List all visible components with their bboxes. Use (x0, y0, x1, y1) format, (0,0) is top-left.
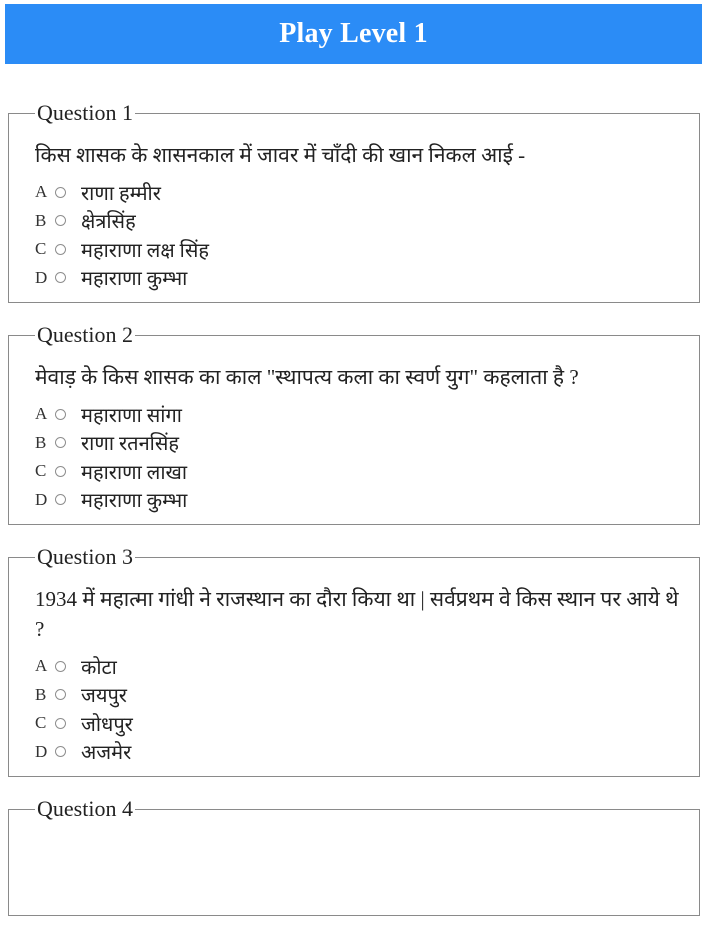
question-text: मेवाड़ के किस शासक का काल "स्थापत्य कला का स्वर्ण युग" कहलाता है ? (35, 365, 579, 389)
option-letter: C (35, 713, 47, 733)
option-letter: A (35, 182, 48, 202)
option-letter: B (35, 210, 47, 230)
radio-button[interactable] (55, 409, 66, 420)
option-b[interactable] (35, 429, 681, 458)
option-label[interactable]: कोटा (81, 656, 117, 679)
radio-button[interactable] (55, 661, 66, 672)
option-letter: C (35, 239, 47, 259)
option-a[interactable] (35, 652, 681, 681)
option-label[interactable]: महाराणा लक्ष सिंह (81, 239, 209, 262)
option-letter: D (35, 741, 48, 761)
radio-button[interactable] (55, 437, 66, 448)
question-card (8, 322, 700, 525)
question-legend: Question 4 (37, 796, 133, 821)
option-letter: D (35, 267, 48, 287)
option-letter: A (35, 656, 48, 676)
option-c[interactable] (35, 709, 681, 738)
option-letter: A (35, 404, 48, 424)
option-label[interactable]: अजमेर (81, 742, 132, 765)
header-bar (5, 4, 702, 64)
option-c[interactable] (35, 235, 681, 264)
option-label[interactable]: क्षेत्रसिंह (81, 211, 136, 234)
option-label[interactable]: जयपुर (81, 685, 127, 708)
option-a[interactable] (35, 400, 681, 429)
radio-button[interactable] (55, 244, 66, 255)
option-label[interactable]: महाराणा कुम्भा (81, 268, 188, 291)
question-legend: Question 1 (37, 100, 133, 125)
radio-button[interactable] (55, 272, 66, 283)
option-label[interactable]: राणा हम्मीर (81, 182, 161, 205)
option-c[interactable] (35, 457, 681, 486)
option-d[interactable] (35, 486, 681, 515)
question-legend: Question 3 (37, 544, 133, 569)
radio-button[interactable] (55, 746, 66, 757)
option-label[interactable]: महाराणा कुम्भा (81, 490, 188, 513)
option-b[interactable] (35, 207, 681, 236)
radio-button[interactable] (55, 187, 66, 198)
question-legend: Question 2 (37, 322, 133, 347)
option-letter: B (35, 432, 47, 452)
radio-button[interactable] (55, 215, 66, 226)
radio-button[interactable] (55, 718, 66, 729)
question-card (8, 544, 700, 777)
radio-button[interactable] (55, 689, 66, 700)
radio-button[interactable] (55, 494, 66, 505)
question-text: 1934 में महात्मा गांधी ने राजस्थान का दौरा किया था | सर्वप्रथम वे किस स्थान पर आये थे ? (35, 587, 679, 641)
option-label[interactable]: महाराणा सांगा (81, 404, 182, 427)
option-label[interactable]: जोधपुर (81, 713, 133, 736)
option-label[interactable]: राणा रतनसिंह (81, 433, 179, 456)
question-list (8, 100, 700, 935)
option-letter: D (35, 489, 48, 509)
option-b[interactable] (35, 681, 681, 710)
radio-button[interactable] (55, 466, 66, 477)
option-a[interactable] (35, 178, 681, 207)
page-title: Play Level 1 (279, 18, 428, 49)
option-d[interactable] (35, 738, 681, 767)
option-label[interactable]: महाराणा लाखा (81, 461, 188, 484)
question-text: किस शासक के शासनकाल में जावर में चाँदी की खान निकल आई - (35, 143, 526, 167)
question-card (8, 100, 700, 303)
option-letter: B (35, 684, 47, 704)
option-letter: C (35, 461, 47, 481)
option-d[interactable] (35, 264, 681, 293)
question-card (8, 796, 700, 916)
